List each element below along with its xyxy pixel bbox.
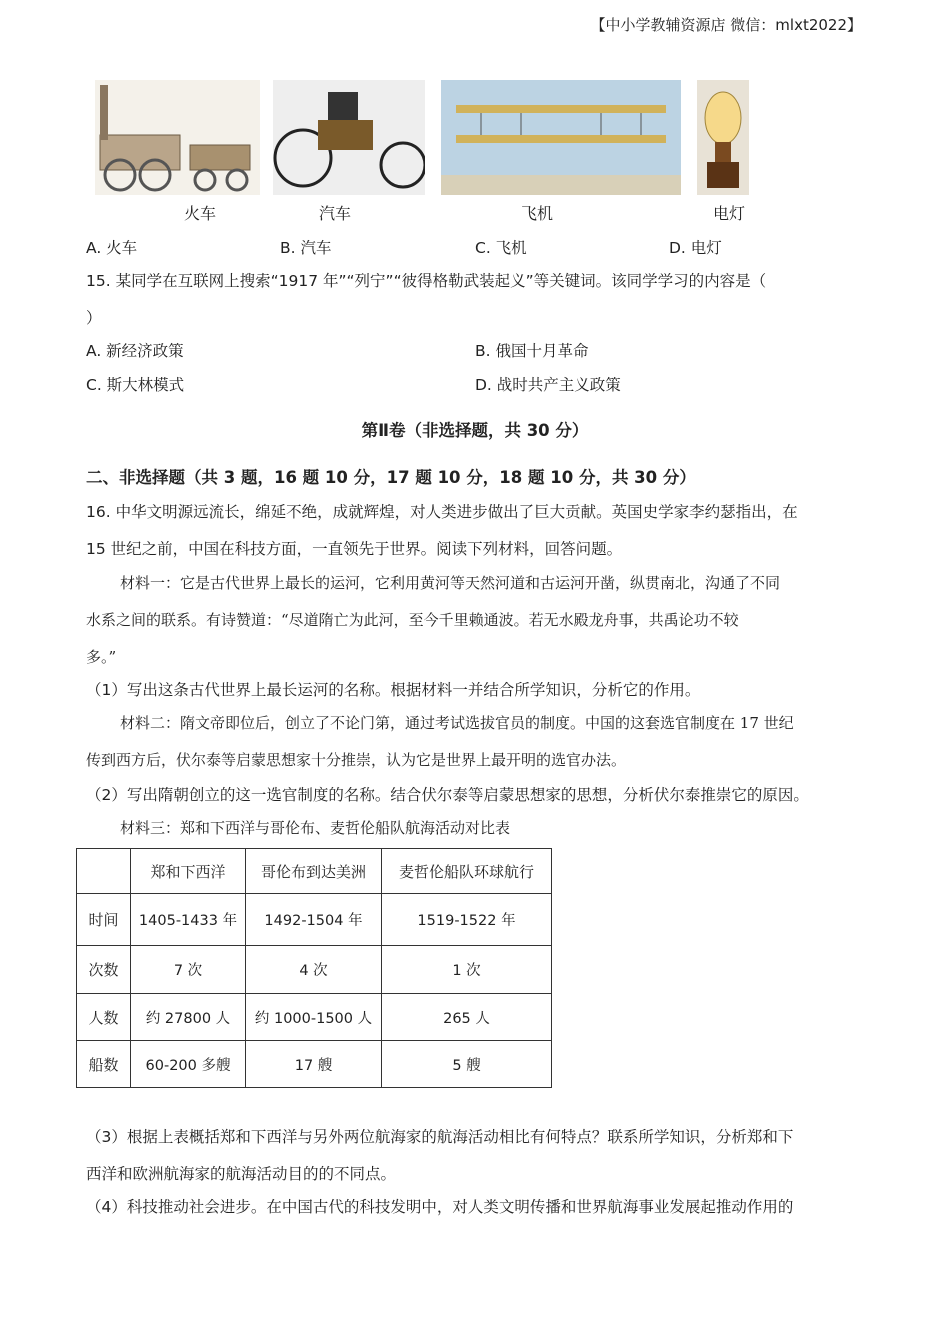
material1-line1: 材料一：它是古代世界上最长的运河，它利用黄河等天然河道和古运河开凿，纵贯南北，沟通了不同 xyxy=(120,574,781,592)
q16-sub3-line2: 西洋和欧洲航海家的航海活动目的的不同点。 xyxy=(86,1165,397,1183)
table-header-cell: 哥伦布到达美洲 xyxy=(246,849,382,894)
q15-option-b: B. 俄国十月革命 xyxy=(475,342,589,360)
car-image xyxy=(273,80,425,195)
q16-sub1: （1）写出这条古代世界上最长运河的名称。根据材料一并结合所学知识，分析它的作用。 xyxy=(86,681,701,699)
table-row xyxy=(77,1041,552,1088)
page-header: 【中小学教辅资源店 微信：mlxt2022】 xyxy=(590,16,862,34)
q15-stem: 15. 某同学在互联网上搜索“1917 年”“列宁”“彼得格勒武装起义”等关键词。该同学学习的内容是（ xyxy=(86,272,767,290)
q14-option-a: A. 火车 xyxy=(86,239,138,257)
table-cell: 约 27800 人 xyxy=(131,994,246,1041)
table-cell: 265 人 xyxy=(382,994,552,1041)
car-caption: 汽车 xyxy=(319,204,352,223)
material1-line3: 多。” xyxy=(86,648,117,666)
table-header-row xyxy=(77,849,552,894)
material2-line1: 材料二：隋文帝即位后，创立了不论门第，通过考试选拔官员的制度。中国的这套选官制度在 17 世纪 xyxy=(120,714,794,732)
airplane-caption: 飞机 xyxy=(521,204,554,223)
material2-line2: 传到西方后，伏尔泰等启蒙思想家十分推崇，认为它是世界上最开明的选官办法。 xyxy=(86,751,627,769)
airplane-image xyxy=(441,80,681,195)
q16-sub2: （2）写出隋朝创立的这一选官制度的名称。结合伏尔泰等启蒙思想家的思想，分析伏尔泰推崇它的原因。 xyxy=(86,786,809,804)
table-cell: 船数 xyxy=(77,1041,131,1088)
q14-option-d: D. 电灯 xyxy=(669,239,722,257)
table-header-cell: 郑和下西洋 xyxy=(131,849,246,894)
table-cell: 时间 xyxy=(77,894,131,946)
table-row xyxy=(77,894,552,946)
q15-option-c: C. 斯大林模式 xyxy=(86,376,185,394)
q15-option-a: A. 新经济政策 xyxy=(86,342,184,360)
table-cell: 次数 xyxy=(77,946,131,994)
table-cell: 7 次 xyxy=(131,946,246,994)
table-cell: 约 1000-1500 人 xyxy=(246,994,382,1041)
q16-intro-line2: 15 世纪之前，中国在科技方面，一直领先于世界。阅读下列材料，回答问题。 xyxy=(86,540,623,558)
table-cell: 1405-1433 年 xyxy=(131,894,246,946)
q14-option-b: B. 汽车 xyxy=(280,239,332,257)
table-header-cell xyxy=(77,849,131,894)
table-cell: 1492-1504 年 xyxy=(246,894,382,946)
table-cell: 60-200 多艘 xyxy=(131,1041,246,1088)
section-title: 第Ⅱ卷（非选择题，共 30 分） xyxy=(361,421,589,440)
table-cell: 1 次 xyxy=(382,946,552,994)
section-heading: 二、非选择题（共 3 题，16 题 10 分，17 题 10 分，18 题 10 分，共 30 分） xyxy=(86,468,696,487)
light-bulb-caption: 电灯 xyxy=(713,204,746,223)
table-header-cell: 麦哲伦船队环球航行 xyxy=(382,849,552,894)
table-row xyxy=(77,946,552,994)
voyage-comparison-table xyxy=(76,848,552,1088)
material1-line2: 水系之间的联系。有诗赞道：“尽道隋亡为此河，至今千里赖通波。若无水殿龙舟事，共禹论功不较 xyxy=(86,611,739,629)
table-cell: 1519-1522 年 xyxy=(382,894,552,946)
light-bulb-image xyxy=(697,80,749,195)
q16-sub4: （4）科技推动社会进步。在中国古代的科技发明中，对人类文明传播和世界航海事业发展起推动作用的 xyxy=(86,1198,794,1216)
train-caption: 火车 xyxy=(184,204,217,223)
table-row xyxy=(77,994,552,1041)
q16-sub3-line1: （3）根据上表概括郑和下西洋与另外两位航海家的航海活动相比有何特点？联系所学知识，分析郑和下 xyxy=(86,1128,794,1146)
q15-stem-end: ） xyxy=(86,309,102,327)
q15-option-d: D. 战时共产主义政策 xyxy=(475,376,621,394)
q14-option-c: C. 飞机 xyxy=(475,239,527,257)
table-cell: 4 次 xyxy=(246,946,382,994)
q16-intro-line1: 16. 中华文明源远流长，绵延不绝，成就辉煌，对人类进步做出了巨大贡献。英国史学家李约瑟指出，在 xyxy=(86,503,798,521)
table-cell: 17 艘 xyxy=(246,1041,382,1088)
table-cell: 人数 xyxy=(77,994,131,1041)
train-image xyxy=(95,80,260,195)
material3-caption: 材料三：郑和下西洋与哥伦布、麦哲伦船队航海活动对比表 xyxy=(120,819,511,837)
table-cell: 5 艘 xyxy=(382,1041,552,1088)
